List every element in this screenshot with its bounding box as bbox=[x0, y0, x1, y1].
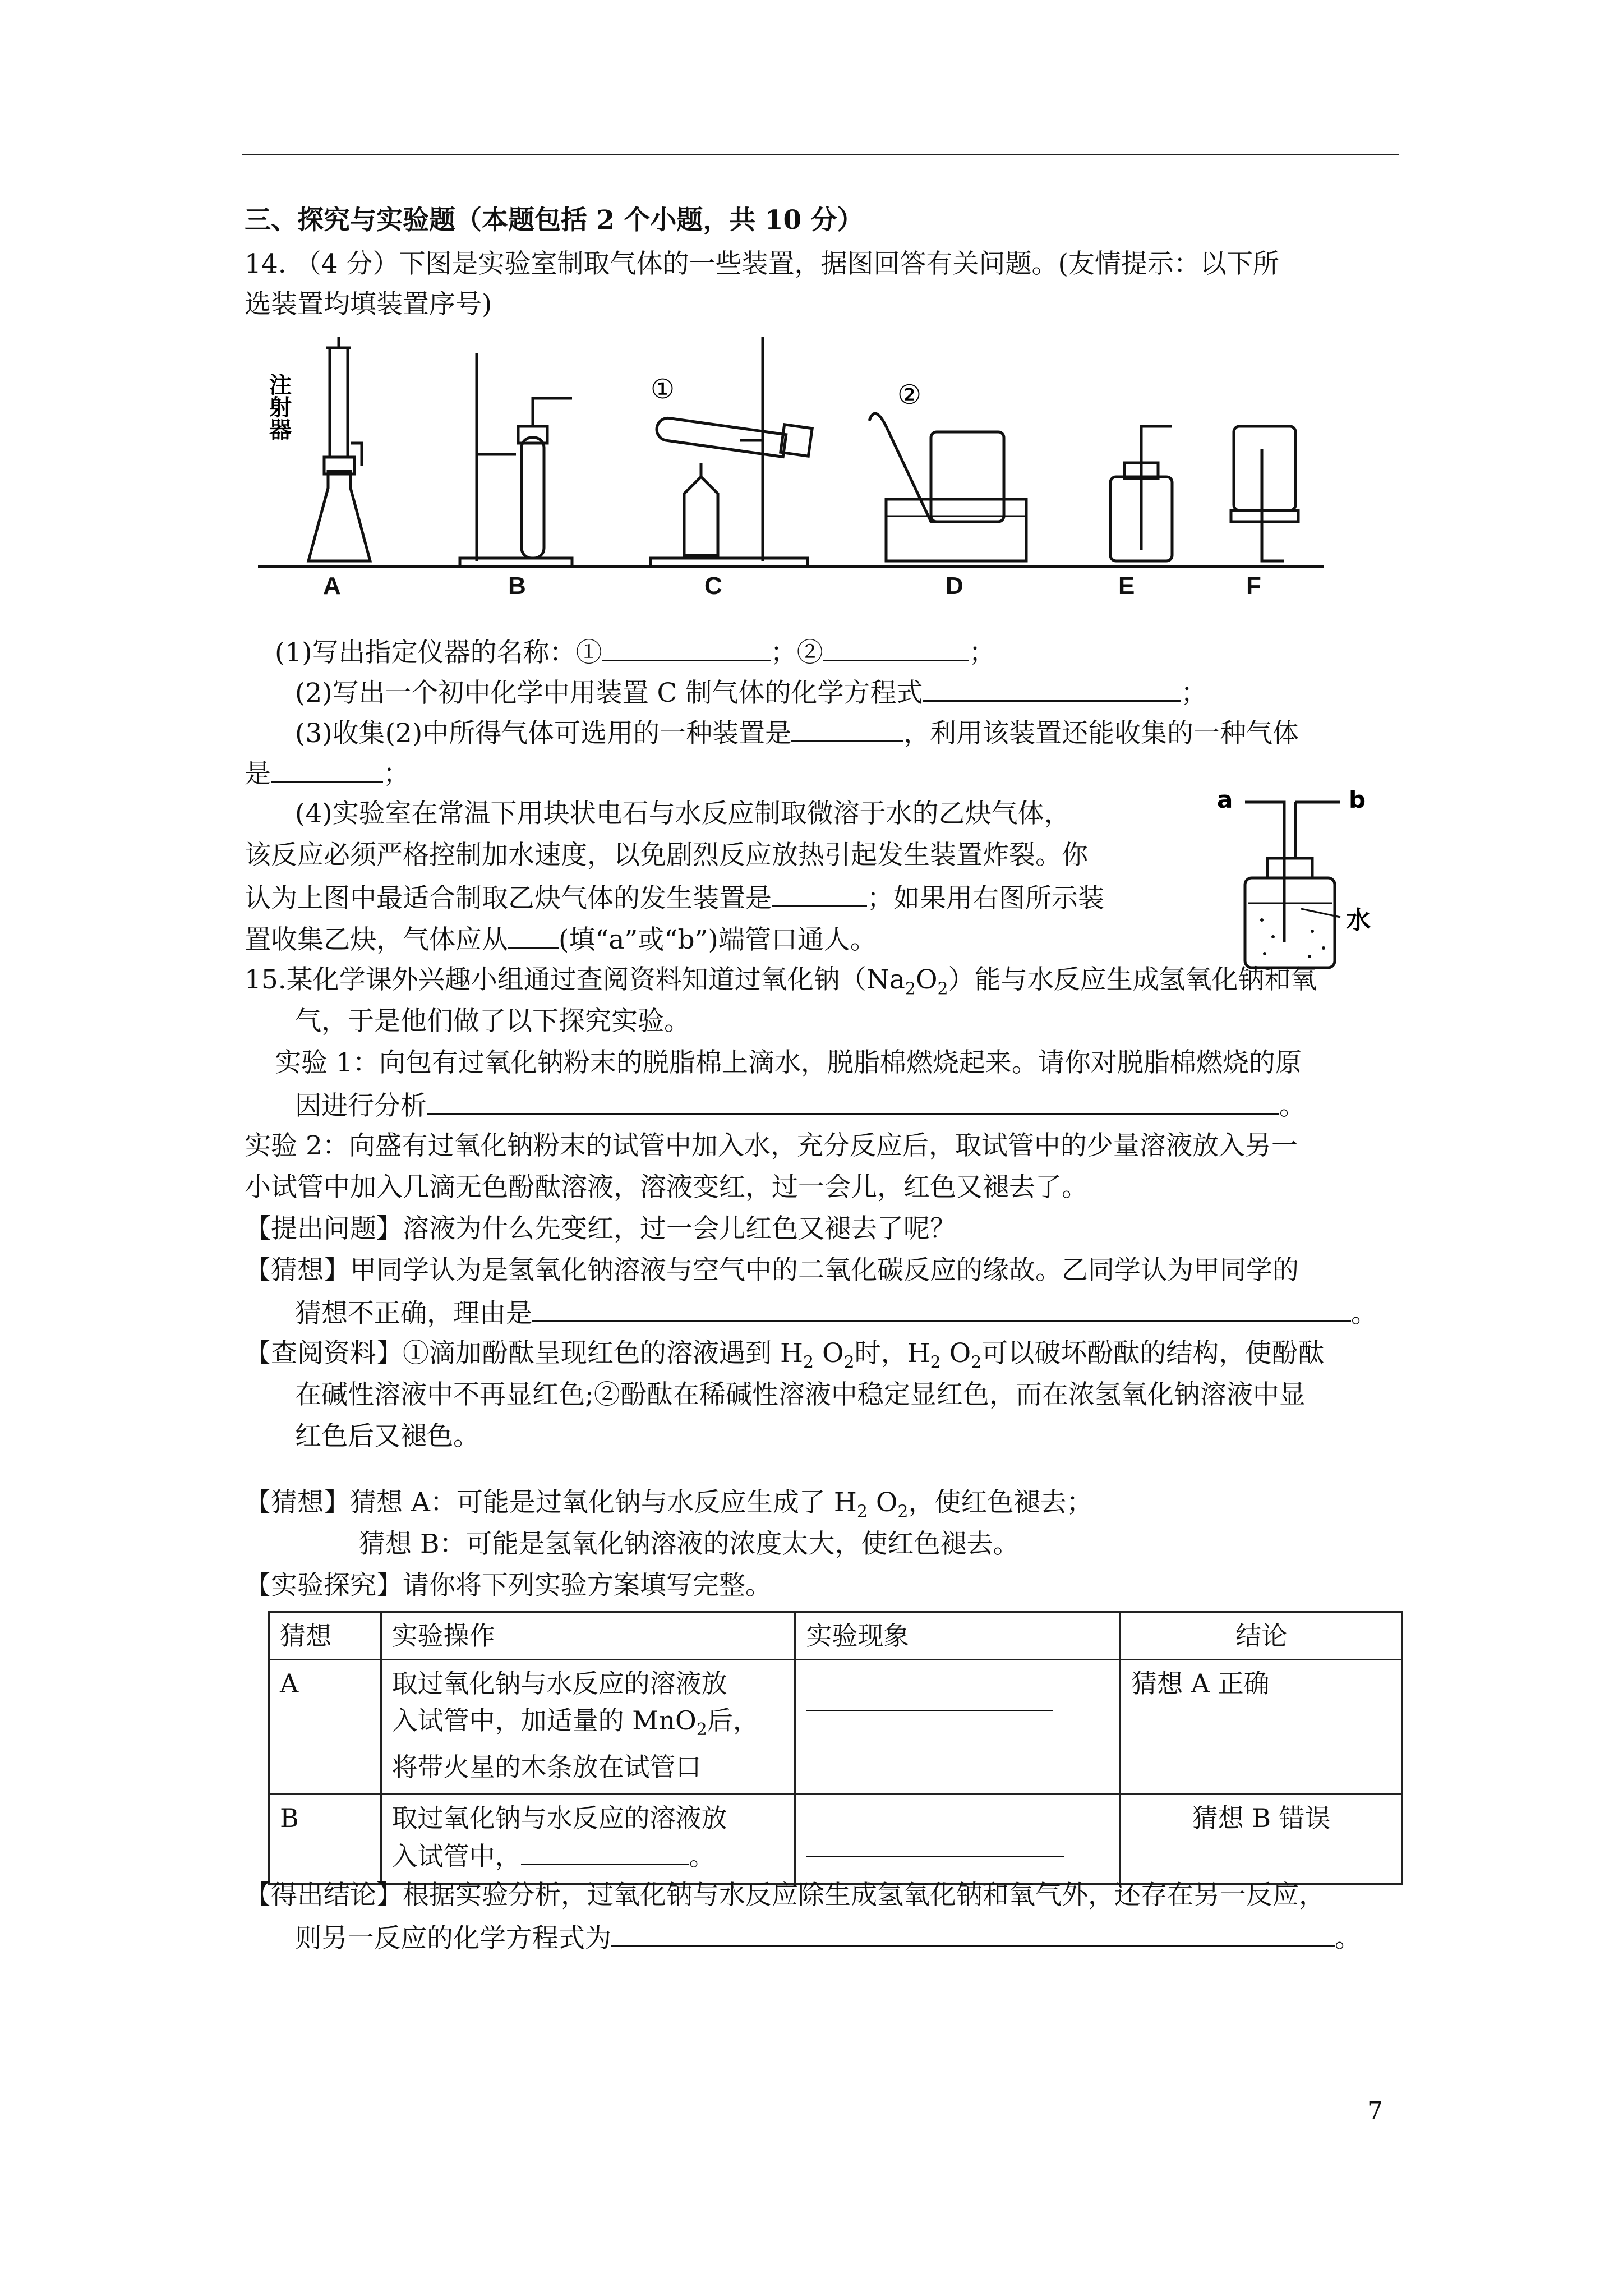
blank-equation-other[interactable] bbox=[611, 1918, 1335, 1947]
blank-phenomenon-b[interactable] bbox=[806, 1850, 1064, 1857]
label-a: A bbox=[323, 572, 341, 600]
row-a-operation: 取过氧化钠与水反应的溶液放 入试管中，加适量的 MnO$_2$后， 将带火星的木条放在试管口 bbox=[381, 1660, 795, 1795]
row-b-conclusion: 猜想 B 错误 bbox=[1121, 1795, 1403, 1884]
label-b: B bbox=[508, 572, 526, 600]
blank-equation-c[interactable] bbox=[923, 673, 1181, 702]
page-number: 7 bbox=[1367, 2097, 1383, 2125]
side-label-a: a bbox=[1217, 786, 1233, 813]
q15-exp2-l2: 小试管中加入几滴无色酚酞溶液，溶液变红，过一会儿，红色又褪去了。 bbox=[245, 1172, 1088, 1203]
apparatus-b bbox=[460, 353, 572, 567]
q15-guess-l1: 【猜想】甲同学认为是氢氧化钠溶液与空气中的二氧化碳反应的缘故。乙同学认为甲同学的 bbox=[245, 1255, 1299, 1286]
experiment-table bbox=[268, 1611, 1403, 1885]
blank-other-gas[interactable] bbox=[271, 754, 383, 783]
svg-text:射: 射 bbox=[269, 395, 292, 421]
q15-exp1-l2: 因进行分析 。 bbox=[295, 1086, 1306, 1125]
marker-1: ① bbox=[651, 374, 675, 405]
side-label-water: 水 bbox=[1346, 906, 1371, 935]
q14-line2: 选装置均填装置序号) bbox=[245, 289, 492, 320]
blank-instrument-2[interactable] bbox=[823, 633, 969, 661]
q15-guess-l2: 猜想不正确，理由是 。 bbox=[295, 1294, 1377, 1332]
apparatus-f bbox=[1231, 426, 1298, 561]
blank-generator-device[interactable] bbox=[772, 878, 867, 907]
q15-hyp-b: 猜想 B：可能是氢氧化钠溶液的浓度太大，使红色褪去。 bbox=[359, 1529, 1020, 1559]
blank-inlet[interactable] bbox=[508, 920, 559, 949]
q14-sub3-cont: 是 ； bbox=[245, 754, 409, 793]
label-e: E bbox=[1118, 572, 1135, 600]
table-header-row bbox=[269, 1612, 1403, 1660]
q15-ref-l2: 在碱性溶液中不再显红色;②酚酞在稀碱性溶液中稳定显红色，而在浓氢氧化钠溶液中显 bbox=[295, 1379, 1306, 1410]
row-b-guess: B bbox=[269, 1795, 381, 1884]
q15-intro-l2: 气，于是他们做了以下探究实验。 bbox=[295, 1006, 690, 1037]
table-row bbox=[269, 1660, 1403, 1795]
q14-sub3: (3)收集(2)中所得气体可选用的一种装置是 ，利用该装置还能收集的一种气体 bbox=[295, 714, 1299, 752]
apparatus-figure bbox=[258, 337, 1324, 600]
header-operation: 实验操作 bbox=[381, 1612, 795, 1660]
q15-problem: 【提出问题】溶液为什么先变红，过一会儿红色又褪去了呢？ bbox=[245, 1213, 956, 1244]
blank-operation-b[interactable] bbox=[521, 1837, 689, 1865]
row-a-conclusion: 猜想 A 正确 bbox=[1121, 1660, 1403, 1795]
header-rule bbox=[242, 154, 1399, 155]
apparatus-c bbox=[651, 337, 812, 567]
svg-text:器: 器 bbox=[269, 417, 292, 443]
q14-sub4-l2: 该反应必须严格控制加水速度，以免剧烈反应放热引起发生装置炸裂。你 bbox=[245, 840, 1088, 871]
blank-collect-device[interactable] bbox=[791, 714, 903, 742]
blank-combustion-analysis[interactable] bbox=[427, 1086, 1279, 1115]
q15-ref-l1: 【查阅资料】①滴加酚酞呈现红色的溶液遇到 $H_2$ $O_2$时，$H_2$ $O_2$可以破坏酚酞的结构，使酚酞 bbox=[245, 1338, 1325, 1373]
label-c: C bbox=[704, 572, 722, 600]
q14-sub1: (1)写出指定仪器的名称：① ；② ； bbox=[275, 633, 995, 671]
section-title: 三、探究与实验题（本题包括 2 个小题，共 10 分） bbox=[245, 205, 864, 236]
header-guess: 猜想 bbox=[269, 1612, 381, 1660]
apparatus-d bbox=[869, 413, 1026, 561]
q14-sub4-l1: (4)实验室在常温下用块状电石与水反应制取微溶于水的乙炔气体， bbox=[295, 798, 1071, 829]
blank-phenomenon-a[interactable] bbox=[806, 1704, 1053, 1711]
collection-bottle-figure bbox=[1211, 785, 1402, 976]
side-label-b: b bbox=[1349, 786, 1366, 813]
marker-2: ② bbox=[897, 379, 922, 411]
blank-reason[interactable] bbox=[532, 1294, 1351, 1322]
q15-intro-l1: 15.某化学课外兴趣小组通过查阅资料知道过氧化钠$(Na_2O_2)$能与水反应生成氢氧化钠和氧 bbox=[245, 964, 1317, 999]
q15-exp2-l1: 实验 2：向盛有过氧化钠粉末的试管中加入水，充分反应后，取试管中的少量溶液放入另一 bbox=[245, 1130, 1298, 1161]
row-a-phenomenon bbox=[795, 1660, 1121, 1795]
row-b-operation: 取过氧化钠与水反应的溶液放 入试管中， 。 bbox=[381, 1795, 795, 1884]
q14-line1: 14. （4 分）下图是实验室制取气体的一些装置，据图回答有关问题。(友情提示：以下所 bbox=[245, 249, 1279, 279]
header-conclusion: 结论 bbox=[1121, 1612, 1403, 1660]
label-d: D bbox=[946, 572, 963, 600]
q15-exp1-l1: 实验 1：向包有过氧化钠粉末的脱脂棉上滴水，脱脂棉燃烧起来。请你对脱脂棉燃烧的原 bbox=[275, 1047, 1302, 1078]
q14-sub4-l4: 置收集乙炔，气体应从 (填“a”或“b”)端管口通人。 bbox=[245, 920, 877, 959]
q14-sub4-l3: 认为上图中最适合制取乙炔气体的发生装置是 ；如果用右图所示装 bbox=[245, 878, 1104, 917]
row-b-phenomenon bbox=[795, 1795, 1121, 1884]
q15-hyp-a: 【猜想】猜想 A：可能是过氧化钠与水反应生成了 $H_2$ $O_2$，使红色褪去； bbox=[245, 1487, 1093, 1522]
apparatus-a bbox=[308, 337, 370, 561]
label-f: F bbox=[1246, 572, 1261, 600]
table-row bbox=[269, 1795, 1403, 1884]
blank-instrument-1[interactable] bbox=[602, 633, 771, 661]
apparatus-e bbox=[1110, 426, 1172, 561]
q15-conclusion-l2: 则另一反应的化学方程式为 。 bbox=[295, 1918, 1361, 1957]
row-a-guess: A bbox=[269, 1660, 381, 1795]
q15-ref-l3: 红色后又褪色。 bbox=[295, 1421, 479, 1452]
q15-explore: 【实验探究】请你将下列实验方案填写完整。 bbox=[245, 1570, 772, 1601]
q15-conclusion-l1: 【得出结论】根据实验分析，过氧化钠与水反应除生成氢氧化钠和氧气外，还存在另一反应， bbox=[245, 1880, 1325, 1911]
q14-sub2: (2)写出一个初中化学中用装置 C 制气体的化学方程式 ； bbox=[295, 673, 1207, 712]
header-phenomenon: 实验现象 bbox=[795, 1612, 1121, 1660]
syringe-label: 注 bbox=[269, 372, 292, 398]
